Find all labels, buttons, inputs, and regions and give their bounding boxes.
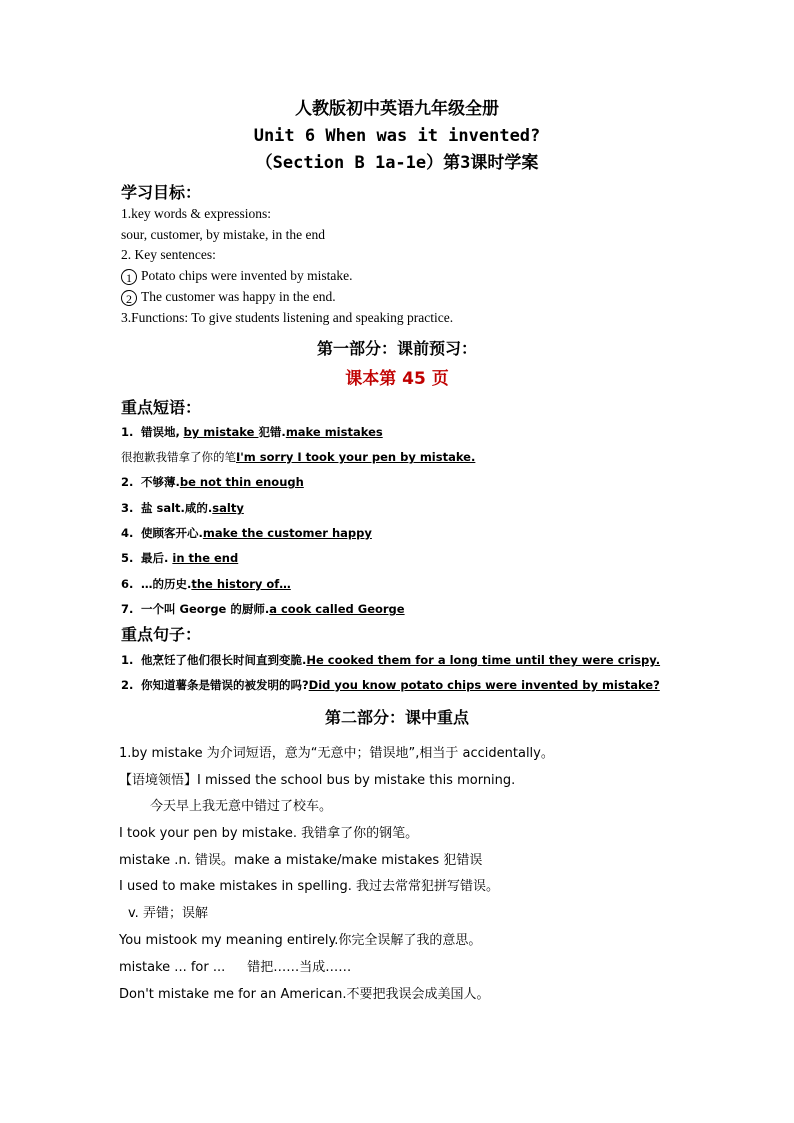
sentence-item (121, 677, 660, 693)
phrase-zh: 犯错. (258, 425, 286, 439)
phrase-en: make mistakes (285, 425, 383, 439)
note-phrase: mistake ... for ... (119, 960, 226, 975)
item-number: 3. (121, 501, 134, 515)
note-line: I took your pen by mistake. 我错拿了你的钢笔。 (119, 826, 419, 841)
document-title (0, 96, 794, 177)
item-number: 4. (121, 526, 134, 540)
note-line: v. 弄错；误解 (128, 906, 208, 921)
item-number: 1. (121, 653, 134, 667)
note-line: 今天早上我无意中错过了校车。 (150, 799, 333, 814)
item-number: 1. (121, 425, 134, 439)
objectives-line-2: sour, customer, by mistake, in the end (121, 227, 326, 242)
key-sentence-1 (121, 268, 352, 285)
phrase-zh: …的历史. (141, 577, 192, 591)
phrases-heading: 重点短语： (121, 398, 202, 417)
phrase-item (121, 525, 372, 541)
phrase-item (121, 474, 304, 490)
note-line: You mistook my meaning entirely.你完全误解了我的意思。 (119, 933, 482, 948)
item-number: 7. (121, 602, 134, 616)
phrase-en: in the end (172, 551, 239, 565)
title-line-3: （Section B 1a-1e）第3课时学案 (255, 153, 539, 173)
note-line: 【语境领悟】I missed the school bus by mistake this morning. (119, 773, 516, 788)
part1-heading: 第一部分：课前预习： (316, 339, 477, 358)
sentence-zh: 你知道薯条是错误的被发明的吗? (141, 678, 309, 692)
sentences-heading: 重点句子： (121, 625, 202, 644)
phrase-en: be not thin enough (179, 475, 304, 489)
item-number: 6. (121, 577, 134, 591)
item-number: 2. (121, 475, 134, 489)
phrase-zh: 一个叫 George 的厨师. (141, 602, 270, 616)
circled-number-1: 1 (121, 269, 137, 285)
phrase-en: salty (212, 501, 244, 515)
title-line-2: Unit 6 When was it invented? (253, 126, 541, 146)
objectives-line-4: 3.Functions: To give students listening and speaking practice. (121, 310, 454, 325)
phrase-item (121, 500, 244, 516)
note-line: I used to make mistakes in spelling. 我过去常常犯拼写错误。 (119, 879, 500, 894)
phrase-en: make the customer happy (202, 526, 372, 540)
phrase-en: a cook called George (269, 602, 405, 616)
sentence-zh: 他烹饪了他们很长时间直到变脆. (141, 653, 307, 667)
key-sentence-2 (121, 289, 336, 306)
note-meaning: 错把……当成…… (247, 960, 352, 975)
phrase-item (121, 576, 291, 592)
circled-number-2: 2 (121, 290, 137, 306)
note-line: mistake .n. 错误。make a mistake/make mistakes 犯错误 (119, 853, 483, 868)
objectives-line-1: 1.key words & expressions: (121, 206, 271, 221)
sentence-en: He cooked them for a long time until they were crispy. (306, 653, 661, 667)
key-sentence-2-text: The customer was happy in the end. (141, 289, 336, 304)
phrase-zh: 盐 salt.咸的. (141, 501, 213, 515)
part2-heading: 第二部分：课中重点 (324, 708, 469, 727)
note-line (119, 956, 351, 975)
phrase-zh: 使顾客开心. (141, 526, 203, 540)
key-sentence-1-text: Potato chips were invented by mistake. (141, 268, 353, 283)
phrase-example (121, 449, 475, 465)
sentence-en: Did you know potato chips were invented by mistake? (308, 678, 660, 692)
title-line-1: 人教版初中英语九年级全册 (295, 99, 499, 119)
phrase-zh: 很抱歉我错拿了你的笔 (121, 450, 236, 464)
phrase-zh: 不够薄. (141, 475, 180, 489)
note-line: Don't mistake me for an American.不要把我误会成美国人。 (119, 987, 490, 1002)
phrase-item (121, 601, 405, 617)
phrase-en: the history of… (191, 577, 291, 591)
note-line: 1.by mistake 为介词短语，意为“无意中；错误地”,相当于 accidentally。 (119, 746, 554, 761)
objectives-heading: 学习目标： (121, 183, 202, 202)
phrase-item (121, 424, 383, 440)
sentence-item (121, 652, 660, 668)
phrase-zh: 最后. (141, 551, 173, 565)
objectives-line-3: 2. Key sentences: (121, 247, 216, 262)
phrase-en: I'm sorry I took your pen by mistake. (236, 450, 476, 464)
item-number: 5. (121, 551, 134, 565)
textbook-page-reference: 课本第 45 页 (345, 369, 449, 389)
phrase-item (121, 550, 238, 566)
item-number: 2. (121, 678, 134, 692)
phrase-en: by mistake (183, 425, 259, 439)
phrase-zh: 错误地, (141, 425, 180, 439)
